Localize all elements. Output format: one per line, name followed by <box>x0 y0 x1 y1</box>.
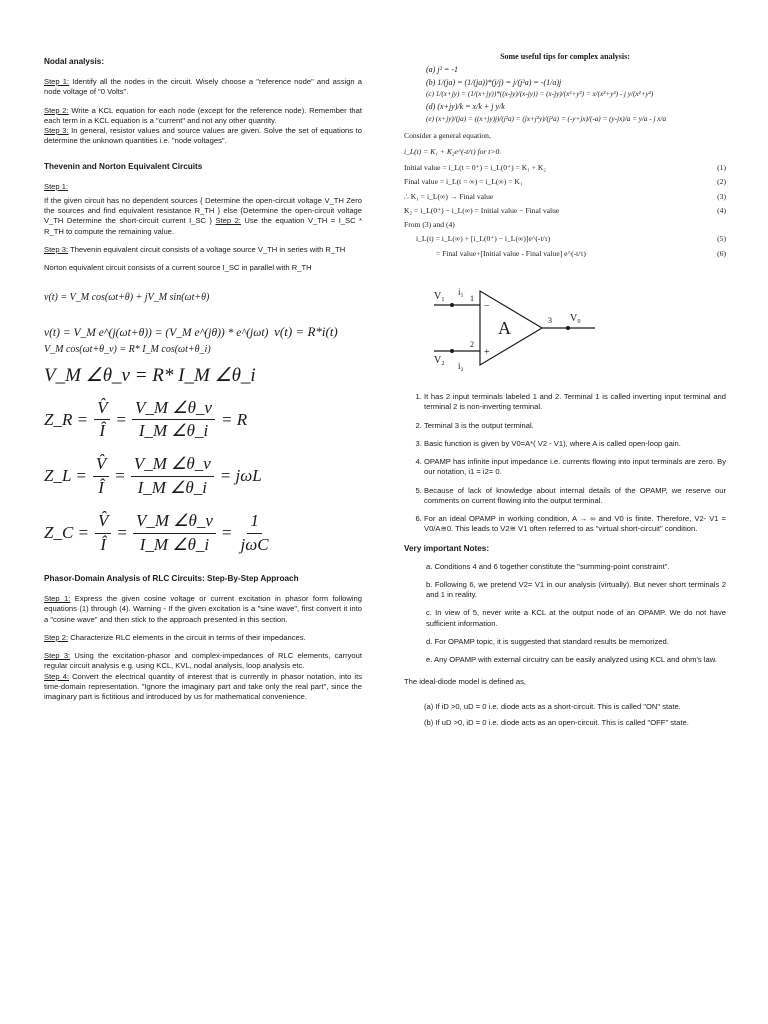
list-item: a. Conditions 4 and 6 together constitute the "summing-point constraint". <box>426 561 670 571</box>
norton-text: Norton equivalent circuit consists of a current source I_SC in parallel with R_TH <box>44 263 312 273</box>
diode-off-state: (b) If uD >0, iD = 0 i.e. diode acts as an open-circuit. This is called "OFF" state. <box>424 717 689 727</box>
thevenin-step-1-label: Step 1: <box>44 181 69 191</box>
output-node <box>566 326 570 330</box>
label-v1: V₁ <box>434 290 445 302</box>
plus-sign: + <box>484 346 490 358</box>
list-item: 2. Terminal 3 is the output terminal. <box>424 421 726 431</box>
left-column <box>44 56 362 710</box>
impedance-capacitor: Z_C = $\frac{V̂}{Î}$ = $\frac{V\_M \angle\theta\_v}{I\_M \angle\theta\_i}$ = $\frac{1}{\text{jωC}}$ <box>44 511 269 555</box>
tip-d: (d) (x+jy)/k = x/k + j y/k <box>426 102 505 112</box>
tip-b: (b) 1/(ja) = (1/(ja))*(j/j) = j/(j²a) = -(1/a)j <box>426 77 562 87</box>
thevenin-step-3: Step 3: Thevenin equivalent circuit consists of a voltage source V_TH in series with R_TH <box>44 244 346 254</box>
list-item: c. In view of 5, never write a KCL at the output node of an OPAMP. We do not have sufficient information. <box>426 608 726 628</box>
nodal-step-1: Step 1: Identify all the nodes in the circuit. Wisely choose a "reference node" and assign a node voltage of "0 Volts". <box>44 77 362 97</box>
input-2-node <box>450 349 454 353</box>
terminal-2: 2 <box>470 339 474 349</box>
nodal-step-2: Step 2: Write a KCL equation for each node (except for the reference node). Remember that each term in a KCL equation is a "current" and not any other quantity. Step 3: In general, resistor values and source values are given. Solve the set of equations to determine the unknown quantities i.e. "node voltages". <box>44 105 362 146</box>
notes-list <box>404 562 726 666</box>
input-1-node <box>450 303 454 307</box>
list-item: b. Following 6, we pretend V2= V1 in our analysis (virtually). But never short terminals 2 and 1 in reality. <box>426 579 726 600</box>
general-equation: i_L(t) = K₁ + K₂e^(-t/τ) for t>0. <box>404 146 502 156</box>
label-i2: i₂ <box>458 360 464 371</box>
terminal-3: 3 <box>548 315 552 325</box>
phasor-step-1: Step 1: Express the given cosine voltage or current excitation in phasor form following equations (1) through (4). Warning - If the given excitation is a "sine wave", first convert it into a "cosine wave" and then stick to the approach presented in this section. <box>44 594 362 624</box>
phasor-step-2: Step 2: Characterize RLC elements in the circuit in terms of their impedances. <box>44 632 306 642</box>
equation-euler: v(t) = V_M cos(ωt+θ) + jV_M sin(ωt+θ) <box>44 292 210 304</box>
equation-line-3: ∴ K₁ = i_L(∞) → Final value (3) <box>404 191 726 201</box>
tip-c: (c) 1/(x+jy) = (1/(x+jy))*((x-jy)/(x-jy)) = (x-jy)/(x²+y²) = x/(x²+y²) - j y/(x²+y²) <box>426 90 654 99</box>
list-item: 1. It has 2 input terminals labeled 1 and 2. Terminal 1 is called inverting input terminal and terminal 2 is non-inverting terminal. <box>424 392 726 413</box>
label-v2: V₂ <box>434 354 445 366</box>
equation-line-5: i_L(t) = i_L(∞) + [i_L(0⁺) − i_L(∞)]e^(-t/τ) (5) <box>416 234 726 244</box>
list-item: 6. For an ideal OPAMP in working condition, A → ∞ and V0 is finite. Therefore, V2- V1 = V0/A≅0. This leads to V2≅ V1 often referred to as "virtual short-circuit" condition. <box>424 514 726 535</box>
equation-line-4: K₂ = i_L(0⁺) − i_L(∞) = Initial value − Final value (4) <box>404 205 726 215</box>
equation-phasor-relation: V_M ∠θ_v = R* I_M ∠θ_i <box>44 364 256 386</box>
thevenin-title: Thevenin and Norton Equivalent Circuits <box>44 161 203 171</box>
phasor-domain-title: Phasor-Domain Analysis of RLC Circuits: Step-By-Step Approach <box>44 574 299 584</box>
important-notes-title: Very important Notes: <box>404 543 490 553</box>
minus-sign: − <box>484 300 490 312</box>
right-column <box>404 52 726 736</box>
consider-text: Consider a general equation, <box>404 130 491 140</box>
impedance-inductor: Z_L = $\frac{V̂}{Î}$ = $\frac{V\_M \angle\theta\_v}{I\_M \angle\theta\_i}$ = jωL <box>44 454 262 498</box>
list-item: 4. OPAMP has infinite input impedance i.e. currents flowing into input terminals are zero. By our notation, i1 = i2= 0. <box>424 457 726 478</box>
equation-line-6: = Final value+[Initial value - Final value] e^(-t/τ) (6) <box>436 248 726 258</box>
list-item: d. For OPAMP topic, it is suggested that standard results be memorized. <box>426 636 669 646</box>
equation-cos-relation: V_M cos(ωt+θ_v) = R* I_M cos(ωt+θ_i) <box>44 344 211 356</box>
label-vo: V₀ <box>570 312 581 324</box>
ideal-diode-title: The ideal-diode model is defined as, <box>404 677 526 687</box>
list-item: 3. Basic function is given by V0=A*( V2 - V1), where A is called open-loop gain. <box>424 439 726 449</box>
tip-e: (e) (x+jy)/(ja) = ((x+jy)j)/(j²a) = (jx+j²y)/(j²a) = (-y+jx)/(-a) = (y-jx)/a = y/a - j x/a <box>426 114 667 123</box>
phasor-step-3-4: Step 3: Using the excitation-phasor and complex-impedances of RLC elements, carryout regular circuit analysis e.g. using KCL, KVL, nodal analysis, loop analysis etc. Step 4: Convert the electrical quantity of interest that is currently in phasor notation, into its time-domain representation. "Ignore the imaginary part and take only the real part", since the imaginary part is fictitious and introduced by us for mathematical convenience. <box>44 651 362 702</box>
equation-line-2: Final value = i_L(t = ∞) = i_L(∞) = K₁ (2) <box>404 177 726 187</box>
opamp-properties-list <box>404 392 726 535</box>
opamp-diagram <box>430 283 600 373</box>
terminal-1: 1 <box>470 293 474 303</box>
list-item: 5. Because of lack of knowledge about internal details of the OPAMP, we reserve our comments on current flowing into the output terminal. <box>424 486 726 507</box>
list-item: e. Any OPAMP with external circuitry can be easily analyzed using KCL and ohm's law. <box>426 655 717 665</box>
label-i1: i₁ <box>458 286 464 297</box>
complex-tips-title: Some useful tips for complex analysis: <box>500 52 630 61</box>
tip-a: (a) j² = -1 <box>426 64 459 74</box>
thevenin-step-1-2: If the given circuit has no dependent sources { Determine the open-circuit voltage V_TH Zero the sources and find equivalent resistance R_TH } else {Determine the open-circuit voltage V_TH Determine the short-circuit current I_SC } Step 2: Use the equation V_TH = I_SC * R_TH to compute the remaining value. <box>44 195 362 236</box>
gain-label-a: A <box>498 317 511 338</box>
from-text: From (3) and (4) <box>404 220 455 230</box>
equation-line-1: Initial value = i_L(t = 0⁺) = i_L(0⁺) = K₁ + K₂ (1) <box>404 163 726 173</box>
equation-exponential: v(t) = V_M e^(j(ωt+θ)) = (V_M e^(jθ)) * e^(jωt) v(t) = R*i(t) <box>44 323 338 339</box>
diode-on-state: (a) If iD >0, uD = 0 i.e. diode acts as a short-circuit. This is called "ON" state. <box>424 701 681 711</box>
impedance-resistor: Z_R = $\frac{V̂}{Î}$ = $\frac{V\_M \angle\theta\_v}{I\_M \angle\theta\_i}$ = R <box>44 397 248 441</box>
nodal-analysis-title: Nodal analysis: <box>44 57 105 66</box>
